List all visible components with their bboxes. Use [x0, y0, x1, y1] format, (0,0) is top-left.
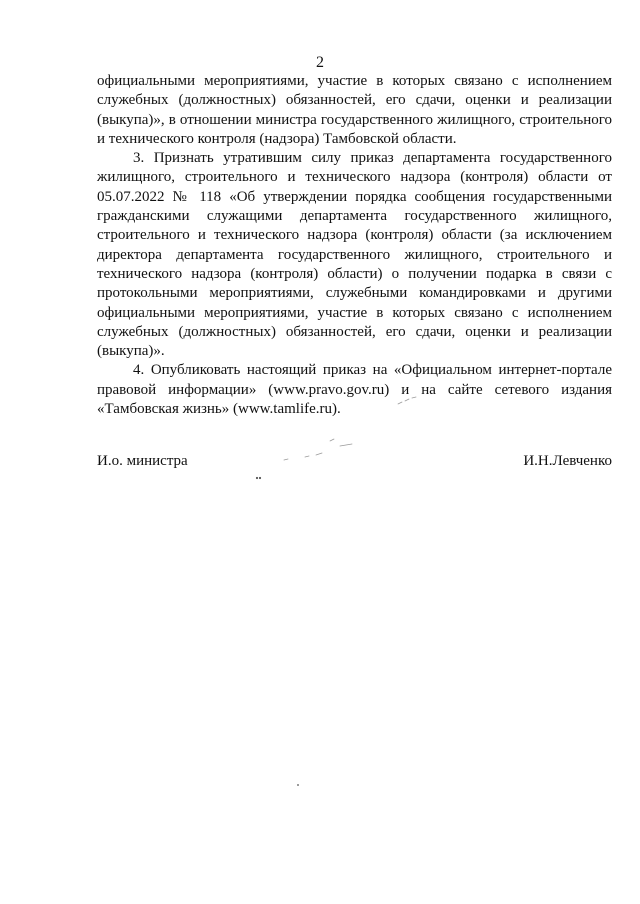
- paragraph-item-3: 3. Признать утратившим силу приказ департамента государственного жилищного, строительного и технического надзора (контроля) области от 05.07.2022 № 118 «Об утверждении порядка сообщения государственными гражданскими служащими департамента государственного жилищного, строительного и технического надзора (контроля) области (за исключением директора департамента государственного жилищного, строительного и технического надзора (контроля) области) о получении подарка в связи с протокольными мероприятиями, служебными командировками и другими официальными мероприятиями, участие в которых связано с исполнением служебных (должностных) обязанностей, его сдачи, оценки и реализации (выкупа)».: [97, 150, 612, 360]
- signatory-position: И.о. министра: [97, 453, 188, 469]
- document-body: [97, 72, 612, 419]
- page-number: 2: [316, 54, 324, 71]
- signature-block: [97, 452, 612, 472]
- paragraph-item-4: 4. Опубликовать настоящий приказ на «Официальном интернет-портале правовой информации» (www.pravo.gov.ru) и на сайте сетевого издания «Тамбовская жизнь» (www.tamlife.ru).: [97, 362, 612, 418]
- signatory-name: И.Н.Левченко: [523, 453, 612, 469]
- paragraph-continuation: официальными мероприятиями, участие в которых связано с исполнением служебных (должностных) обязанностей, его сдачи, оценки и реализации (выкупа)», в отношении министра государственного жилищного, строительного и технического контроля (надзора) Тамбовской области.: [97, 73, 612, 147]
